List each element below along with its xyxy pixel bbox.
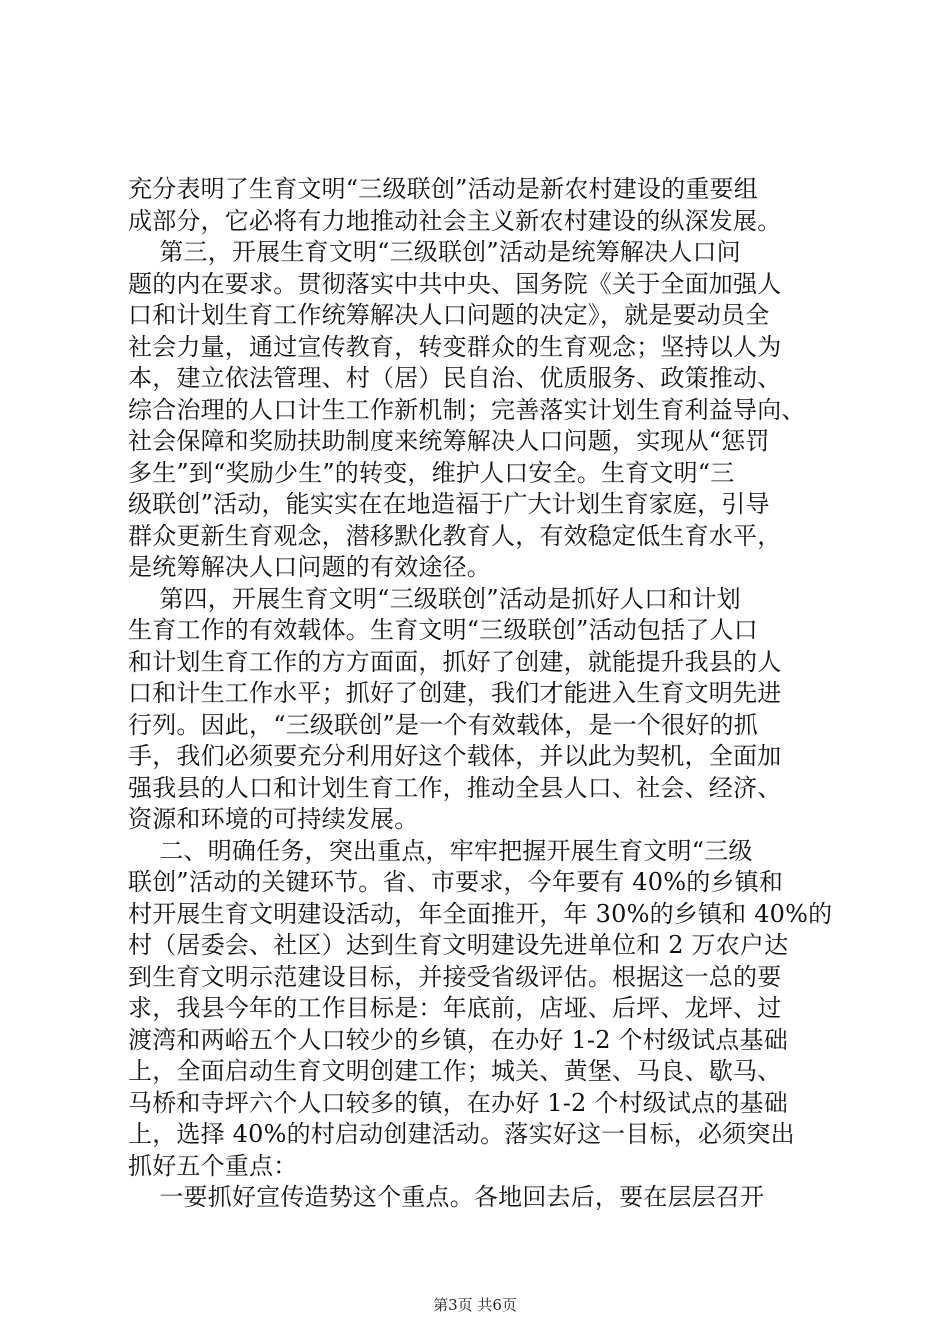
text-line: 行列。因此，“三级联创”是一个有效载体，是一个很好的抓 xyxy=(128,710,758,739)
text-line: 群众更新生育观念，潜移默化教育人，有效稳定低生育水平， xyxy=(128,521,782,550)
text-line: 生育工作的有效载体。生育文明“三级联创”活动包括了人口 xyxy=(128,616,758,644)
text-line: 和计划生育工作的方方面面，抓好了创建，就能提升我县的人 xyxy=(128,647,782,676)
text-line: 充分表明了生育文明“三级联创”活动是新农村建设的重要组 xyxy=(128,175,758,203)
text-line: 综合治理的人口计生工作新机制；完善落实计划生育利益导向、 xyxy=(128,395,806,424)
text-line: 手，我们必须要充分利用好这个载体，并以此为契机，全面加 xyxy=(128,742,782,770)
text-line: 口和计划生育工作统筹解决人口问题的决定》，就是要动员全 xyxy=(128,301,770,329)
text-line: 上，选择 40%的村启动创建活动。落实好这一目标，必须突出 xyxy=(128,1120,795,1148)
text-line: 第四，开展生育文明“三级联创”活动是抓好人口和计划 xyxy=(128,584,741,613)
text-line: 到生育文明示范建设目标，并接受省级评估。根据这一总的要 xyxy=(128,962,782,991)
text-line: 多生”到“奖励少生”的转变，维护人口安全。生育文明“三 xyxy=(128,458,735,487)
text-line: 联创”活动的关键环节。省、市要求，今年要有 40%的乡镇和 xyxy=(128,868,784,896)
text-line: 级联创”活动，能实实在在地造福于广大计划生育家庭，引导 xyxy=(128,490,770,518)
text-line: 社会力量，通过宣传教育，转变群众的生育观念；坚持以人为 xyxy=(128,332,782,361)
text-line: 社会保障和奖励扶助制度来统筹解决人口问题，实现从“惩罚 xyxy=(128,427,770,455)
text-line: 渡湾和两峪五个人口较少的乡镇，在办好 1-2 个村级试点基础 xyxy=(128,1025,788,1054)
text-line: 一要抓好宣传造势这个重点。各地回去后，要在层层召开 xyxy=(128,1183,765,1211)
text-line: 第三，开展生育文明“三级联创”活动是统筹解决人口问 xyxy=(128,238,741,266)
text-line: 口和计生工作水平；抓好了创建，我们才能进入生育文明先进 xyxy=(128,679,782,707)
text-line: 村（居委会、社区）达到生育文明建设先进单位和 2 万农户达 xyxy=(128,931,789,959)
text-line: 强我县的人口和计划生育工作，推动全县人口、社会、经济、 xyxy=(128,773,782,802)
text-line: 上，全面启动生育文明创建工作；城关、黄堡、马良、歇马、 xyxy=(128,1057,782,1085)
page-number-footer: 第3页 共6页 xyxy=(433,1296,517,1314)
text-line: 是统筹解决人口问题的有效途径。 xyxy=(128,553,491,581)
text-line: 抓好五个重点： xyxy=(128,1151,298,1180)
text-line: 本，建立依法管理、村（居）民自治、优质服务、政策推动、 xyxy=(128,364,782,392)
text-line: 求，我县今年的工作目标是：年底前，店垭、后坪、龙坪、过 xyxy=(128,994,782,1022)
text-line: 题的内在要求。贯彻落实中共中央、国务院《关于全面加强人 xyxy=(128,269,782,298)
text-line: 资源和环境的可持续发展。 xyxy=(128,805,419,833)
text-line: 二、明确任务，突出重点，牢牢把握开展生育文明“三级 xyxy=(128,836,753,865)
text-line: 村开展生育文明建设活动，年全面推开，年 30%的乡镇和 40%的 xyxy=(128,899,833,928)
document-body xyxy=(128,174,833,1214)
text-line: 成部分，它必将有力地推动社会主义新农村建设的纵深发展。 xyxy=(128,206,782,235)
text-line: 马桥和寺坪六个人口较多的镇，在办好 1-2 个村级试点的基础 xyxy=(128,1088,788,1117)
